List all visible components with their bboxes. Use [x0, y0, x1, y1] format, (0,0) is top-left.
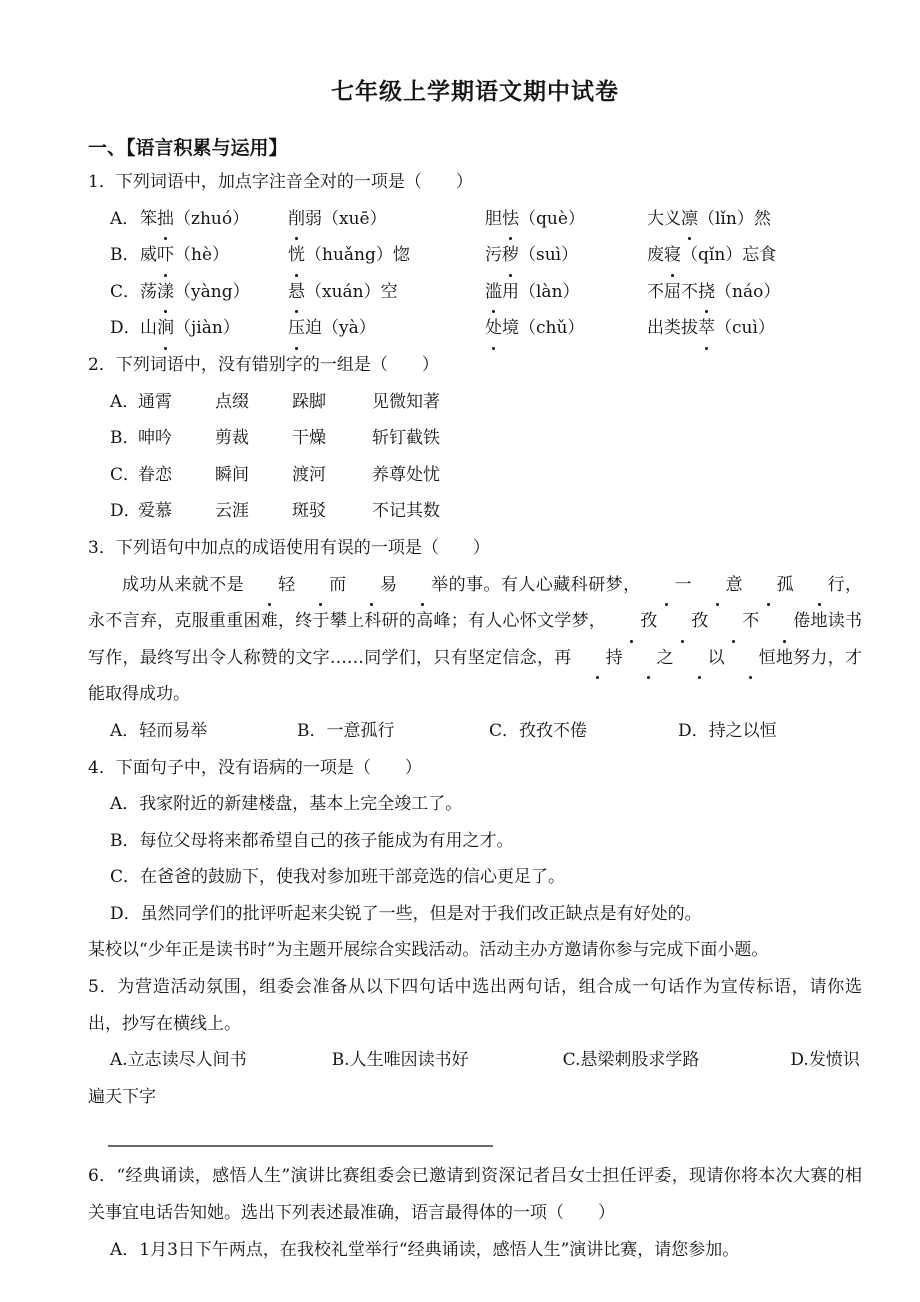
pinyin-word-item: 山涧（jiàn） [140, 310, 288, 347]
q1-stem: 1．下列词语中，加点字注音全对的一项是（ ） [88, 172, 473, 192]
q4-stem: 4．下面句子中，没有语病的一项是（ ） [88, 757, 422, 778]
pinyin-word-item: 荡漾（yàng） [140, 274, 288, 311]
q5-stem: 5．为营造活动氛围，组委会准备从以下四句话中选出两句话，组合成一句话作为宣传标语，请你选出，抄写在横线上。 [88, 977, 862, 1034]
q1-row [110, 201, 862, 238]
section-heading: 一、【语言积累与运用】 [88, 137, 288, 159]
pinyin-word-item: 威吓（hè） [140, 237, 288, 274]
word-item: 渡河 [292, 464, 326, 485]
answer-blank-line [108, 1121, 493, 1147]
q4-option-b: B．每位父母将来都希望自己的孩子能成为有用之才。 [110, 830, 514, 851]
q1-option-label: B． [110, 245, 140, 266]
q2-option-label: D． [110, 501, 141, 522]
q2-option-label: B． [110, 428, 140, 449]
q1-option-label: C． [110, 281, 141, 302]
word-item: 云涯 [215, 501, 249, 522]
pinyin-word-item: 滥用（làn） [485, 274, 647, 311]
q3-option-a: A．轻而易举 [110, 720, 208, 741]
pinyin-word-item: 废寝（qǐn）忘食 [647, 237, 862, 274]
q1-row [110, 274, 862, 311]
word-item: 剪裁 [215, 428, 249, 449]
word-item: 爱慕 [138, 501, 172, 522]
q2-row [110, 420, 862, 457]
word-item: 瞬间 [215, 464, 249, 485]
pinyin-word-item: 不屈不挠（náo） [647, 274, 862, 311]
q1-row [110, 310, 862, 347]
pinyin-word-item: 出类拔萃（cuì） [647, 310, 862, 347]
pinyin-word-item: 悬（xuán）空 [288, 274, 485, 311]
q3-option-d: D．持之以恒 [678, 720, 777, 741]
pinyin-word-item: 污秽（suì） [485, 237, 647, 274]
word-item: 通霄 [138, 391, 172, 412]
word-item: 不记其数 [372, 501, 440, 522]
word-item: 点缀 [215, 391, 249, 412]
pinyin-word-item: 笨拙（zhuó） [140, 201, 288, 238]
answer-blank-row [88, 1121, 862, 1158]
q3-option-c: C．孜孜不倦 [489, 720, 588, 741]
q1-option-label: D． [110, 318, 141, 339]
q3-stem: 3．下列语句中加点的成语使用有误的一项是（ ） [88, 537, 490, 558]
q1-option-label: A． [110, 208, 140, 229]
page-title: 七年级上学期语文期中试卷 [331, 79, 619, 105]
q2-stem: 2．下列词语中，没有错别字的一组是（ ） [88, 354, 439, 375]
q5-option-b: B.人生唯因读书好 [331, 1050, 469, 1071]
pinyin-word-item: 大义凛（lǐn）然 [647, 201, 862, 238]
word-item: 眷恋 [138, 464, 172, 485]
pinyin-word-item: 恍（huǎng）惚 [288, 237, 485, 274]
q5-option-a: A.立志读尽人间书 [110, 1050, 247, 1071]
activity-intro: 某校以“少年正是读书时”为主题开展综合实践活动。活动主办方邀请你参与完成下面小题。 [88, 940, 769, 961]
q1-row [110, 237, 862, 274]
q4-option-a: A．我家附近的新建楼盘，基本上完全竣工了。 [110, 794, 463, 815]
word-item: 干燥 [292, 428, 326, 449]
word-item: 斩钉截铁 [372, 428, 440, 449]
q6-option-a: A．1月3日下午两点，在我校礼堂举行“经典诵读，感悟人生”演讲比赛，请您参加。 [110, 1239, 740, 1260]
q4-option-c: C．在爸爸的鼓励下，使我对参加班干部竞选的信心更足了。 [110, 867, 566, 888]
q5-options-row [88, 1042, 862, 1115]
word-item: 呻吟 [138, 428, 172, 449]
q2-option-label: A． [110, 391, 140, 412]
word-item: 见微知著 [372, 391, 440, 412]
q4-option-d: D．虽然同学们的批评听起来尖锐了一些，但是对于我们改正缺点是有好处的。 [110, 903, 702, 924]
q2-option-label: C． [110, 464, 141, 485]
q2-row [110, 384, 862, 421]
pinyin-word-item: 处境（chǔ） [485, 310, 647, 347]
pinyin-word-item: 压迫（yà） [288, 310, 485, 347]
q2-row [110, 457, 862, 494]
q5-option-d: D.发愤识遍天下字 [88, 1050, 860, 1107]
word-item: 养尊处忧 [372, 464, 440, 485]
word-item: 跺脚 [292, 391, 326, 412]
q3-option-b: B．一意孤行 [297, 720, 395, 741]
q3-options-row [110, 713, 862, 750]
q6-stem: 6．“经典诵读，感悟人生”演讲比赛组委会已邀请到资深记者吕女士担任评委，现请你将本次大赛的相关事宜电话告知她。选出下列表述最准确，语言最得体的一项（ ） [88, 1166, 862, 1224]
word-item: 斑驳 [292, 501, 326, 522]
q5-option-c: C.悬梁刺股求学路 [562, 1050, 700, 1071]
q2-row [110, 493, 862, 530]
pinyin-word-item: 削弱（xuē） [288, 201, 485, 238]
q3-passage: 成功从来就不是 轻 而 易 举的事。有人心藏科研梦， 一 意 孤 行，永不言弃，克服重重困难，终于攀上科研的高峰；有人心怀文学梦， 孜 孜 不 倦地读书写作，最终写出令人称赞的文字……同学们，只有坚定信念，再 持 之 以 恒地努力，才能取得成功。 [88, 567, 862, 713]
pinyin-word-item: 胆怯（què） [485, 201, 647, 238]
